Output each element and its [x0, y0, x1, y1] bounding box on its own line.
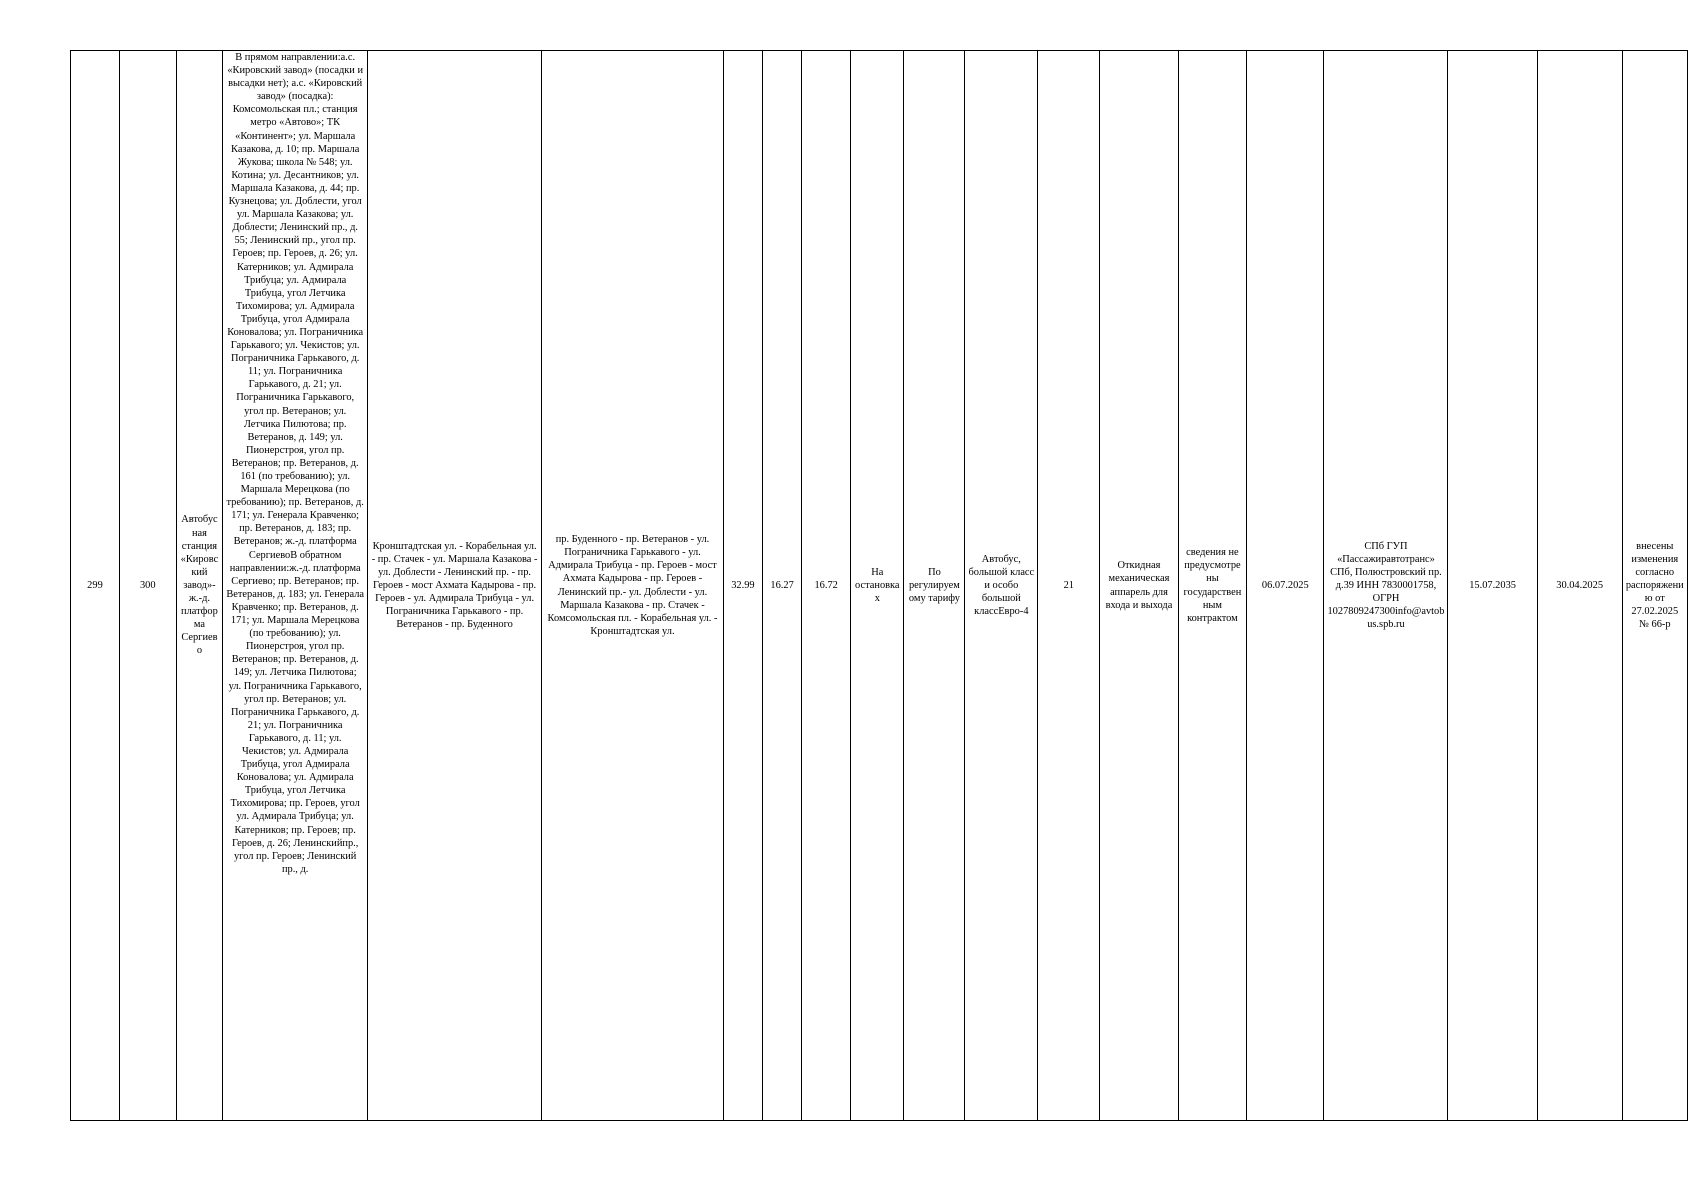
streets-backward-cell: пр. Буденного - пр. Ветеранов - ул. Пограничника Гарькавого - ул. Адмирала Трибуца - пр. Героев - мост Ахмата Кадырова - пр. Героев - Ленинский пр.- ул. Доблести - ул. Маршала Казакова - пр. Стачек - Комсомольская пл. - Корабельная ул. - Кронштадтская ул. — [542, 51, 724, 1121]
route-name-cell: Автобусная станция «Кировский завод»- ж.-д. платформа Сергиево — [176, 51, 223, 1121]
note-cell: внесены изменения согласно распоряжению от 27.02.2025 № 66-р — [1622, 51, 1687, 1121]
tariff-type-cell: По регулируемому тарифу — [904, 51, 965, 1121]
stops-cell — [223, 51, 368, 1121]
date-a-cell: 15.07.2035 — [1448, 51, 1537, 1121]
route-registry-table — [70, 50, 1688, 1121]
length-total-cell: 16.72 — [802, 51, 851, 1121]
contract-info-cell: сведения не предусмотрены государственным контрактом — [1178, 51, 1247, 1121]
length-forward-cell: 32.99 — [723, 51, 762, 1121]
vehicle-features-cell: Откидная механическая аппарель для входа и выхода — [1100, 51, 1178, 1121]
vehicle-class-cell: Автобус, большой класс и особо большой классЕвро-4 — [965, 51, 1038, 1121]
start-date-cell: 06.07.2025 — [1247, 51, 1324, 1121]
table-row — [71, 51, 1688, 1121]
boarding-order-cell: На остановках — [851, 51, 904, 1121]
streets-forward-cell: Кронштадтская ул. - Корабельная ул. - пр. Стачек - ул. Маршала Казакова - ул. Доблести - Ленинский пр. - пр. Героев - мост Ахмата Кадырова - пр. Героев - ул. Адмирала Трибуца - ул. Пограничника Гарькавого - пр. Ветеранов - пр. Буденного — [368, 51, 542, 1121]
date-b-cell: 30.04.2025 — [1537, 51, 1622, 1121]
registration-number-cell: 299 — [71, 51, 120, 1121]
carrier-cell: СПб ГУП «Пассажиравтотранс» СПб, Полюстровский пр. д.39 ИНН 7830001758, ОГРН 1027809247300info@avtobus.spb.ru — [1324, 51, 1448, 1121]
stops-text: В прямом направлении:а.с. «Кировский завод» (посадки и высадки нет); а.с. «Кировский завод» (посадка): Комсомольская пл.; станция метро «Автово»; ТК «Континент»; ул. Маршала Казакова, д. 10; пр. Маршала Жукова; школа № 548; ул. Котина; ул. Десантников; ул. Маршала Казакова, д. 44; пр. Кузнецова; ул. Доблести, угол ул. Маршала Казакова; ул. Доблести; Ленинский пр., д. 55; Ленинский пр., угол пр. Героев; пр. Героев, д. 26; ул. Катерников; ул. Адмирала Трибуца; ул. Адмирала Трибуца, угол Летчика Тихомирова; ул. Адмирала Трибуца, угол Адмирала Коновалова; ул. Пограничника Гарькавого; ул. Чекистов; ул. Пограничника Гарькавого, д. 11; ул. Пограничника Гарькавого, д. 21; ул. Пограничника Гарькавого, угол пр. Ветеранов; ул. Летчика Пилютова; пр. Ветеранов, д. 149; ул. Пионерстроя, угол пр. Ветеранов; пр. Ветеранов, д. 161 (по требованию); ул. Маршала Мерецкова (по требованию); пр. Ветеранов, д. 171; ул. Генерала Кравченко; пр. Ветеранов, д. 183; пр. Ветеранов; ж.-д. платформа СергиевоВ обратном направлении:ж.-д. платформа Сергиево; пр. Ветеранов; пр. Ветеранов, д. 183; ул. Генерала Кравченко; пр. Ветеранов, д. 171; ул. Маршала Мерецкова (по требованию); ул. Пионерстроя, угол пр. Ветеранов; пр. Ветеранов, д. 149; ул. Летчика Пилютова; ул. Пограничника Гарькавого, угол пр. Ветеранов; ул. Пограничника Гарькавого, д. 21; ул. Пограничника Гарькавого, д. 11; ул. Чекистов; ул. Адмирала Трибуца, угол Адмирала Коновалова; ул. Адмирала Трибуца, угол Летчика Тихомирова; пр. Героев, угол ул. Адмирала Трибуца; ул. Катерников; пр. Героев; пр. Героев, д. 26; Ленинскийпр., угол пр. Героев; Ленинский пр., д. — [226, 52, 365, 875]
vehicle-count-cell: 21 — [1038, 51, 1100, 1121]
route-number-cell: 300 — [119, 51, 176, 1121]
length-backward-cell: 16.27 — [763, 51, 802, 1121]
